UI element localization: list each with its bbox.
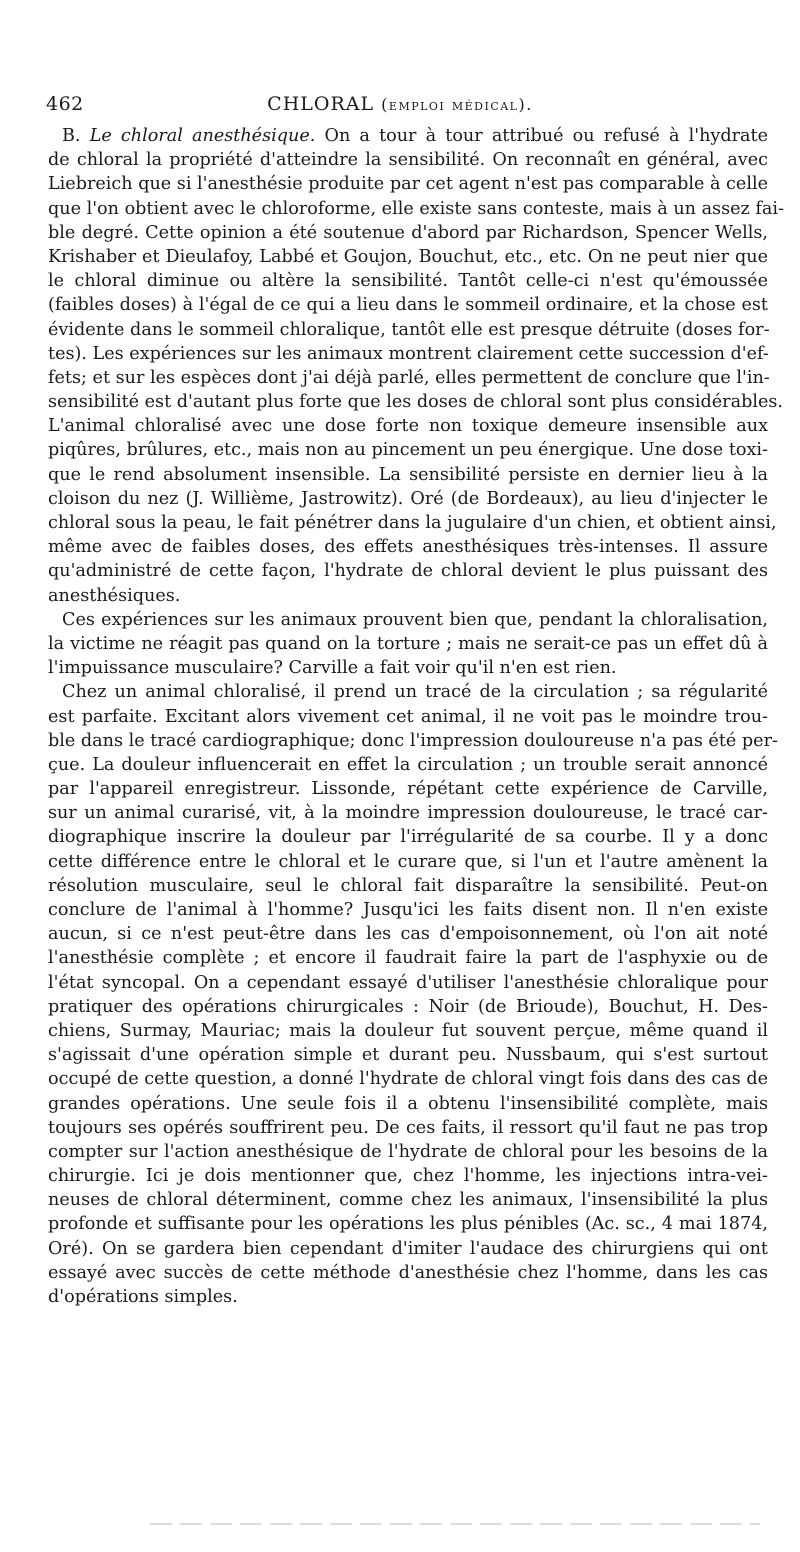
- text-line: l'état syncopal. On a cependant essayé d'utiliser l'anesthésie chloralique pour: [48, 972, 768, 993]
- text-line: Liebreich que si l'anesthésie produite par cet agent n'est pas comparable à celle: [48, 174, 768, 195]
- text-line: profonde et suffisante pour les opérations les plus pénibles (Ac. sc., 4 mai 1874,: [48, 1214, 768, 1235]
- text-line: que le rend absolument insensible. La sensibilité persiste en dernier lieu à la: [48, 464, 768, 485]
- text-line: de chloral la propriété d'atteindre la sensibilité. On reconnaît en général, avec: [48, 150, 768, 171]
- text-line: Chez un animal chloralisé, il prend un tracé de la circulation ; sa régularité: [62, 682, 768, 703]
- text-line: même avec de faibles doses, des effets anesthésiques très-intenses. Il assure: [48, 537, 768, 558]
- text-line: évidente dans le sommeil chloralique, tantôt elle est presque détruite (doses for-: [48, 319, 770, 340]
- text-line: occupé de cette question, a donné l'hydrate de chloral vingt fois dans des cas de: [48, 1069, 768, 1090]
- running-subtitle: (emploi médical).: [381, 95, 533, 114]
- text-line: Ces expériences sur les animaux prouvent bien que, pendant la chloralisation,: [62, 609, 768, 630]
- text-line: [48, 124, 768, 148]
- text-line: est parfaite. Excitant alors vivement cet animal, il ne voit pas le moindre trou-: [48, 706, 768, 727]
- text-line: par l'appareil enregistreur. Lissonde, répétant cette expérience de Carville,: [48, 779, 768, 800]
- text-line: l'impuissance musculaire? Carville a fait voir qu'il n'en est rien.: [48, 658, 617, 679]
- text-line: compter sur l'action anesthésique de l'hydrate de chloral pour les besoins de la: [48, 1141, 768, 1162]
- text-line: tes). Les expériences sur les animaux montrent clairement cette succession d'ef-: [48, 343, 769, 364]
- text-line: pratiquer des opérations chirurgicales : Noir (de Brioude), Bouchut, H. Des-: [48, 996, 768, 1017]
- section-title: Le chloral anesthésique.: [89, 126, 316, 146]
- text-line: sensibilité est d'autant plus forte que les doses de chloral sont plus considérables.: [48, 392, 784, 413]
- text-line: piqûres, brûlures, etc., mais non au pincement un peu énergique. Une dose toxi-: [48, 440, 768, 461]
- text-line: Oré). On se gardera bien cependant d'imiter l'audace des chirurgiens qui ont: [48, 1238, 768, 1259]
- text-line: conclure de l'animal à l'homme? Jusqu'ici les faits disent non. Il n'en existe: [48, 900, 768, 920]
- text-line: anesthésiques.: [48, 585, 181, 606]
- text-line: Krishaber et Dieulafoy, Labbé et Goujon, Bouchut, etc., etc. On ne peut nier que: [48, 246, 768, 267]
- text-line: que l'on obtient avec le chloroforme, elle existe sans conteste, mais à un assez fai-: [48, 198, 784, 219]
- section-label: B.: [62, 126, 81, 146]
- text-line: s'agissait d'une opération simple et durant peu. Nussbaum, qui s'est surtout: [48, 1045, 768, 1066]
- text-line: chirurgie. Ici je dois mentionner que, chez l'homme, les injections intra-vei-: [48, 1166, 768, 1187]
- text-line: ble degré. Cette opinion a été soutenue d'abord par Richardson, Spencer Wells,: [48, 222, 768, 243]
- text-line: chiens, Surmay, Mauriac; mais la douleur fut souvent perçue, même quand il: [48, 1020, 768, 1041]
- text-line: fets; et sur les espèces dont j'ai déjà parlé, elles permettent de conclure que l'in-: [48, 367, 770, 388]
- text-line: aucun, si ce n'est peut-être dans les cas d'empoisonnement, où l'on ait noté: [48, 924, 768, 945]
- text-line: sur un animal curarisé, vit, à la moindre impression douloureuse, le tracé car-: [48, 803, 768, 824]
- running-head: [46, 93, 754, 115]
- text-line: diographique inscrire la douleur par l'irrégularité de sa courbe. Il y a donc: [48, 827, 768, 848]
- text-line: le chloral diminue ou altère la sensibilité. Tantôt celle-ci n'est qu'émoussée: [48, 271, 768, 292]
- text-line: grandes opérations. Une seule fois il a obtenu l'insensibilité complète, mais: [48, 1093, 768, 1114]
- text-line: çue. La douleur influencerait en effet la circulation ; un trouble serait annoncé: [48, 754, 768, 775]
- text-line: d'opérations simples.: [48, 1287, 238, 1307]
- text-line: essayé avec succès de cette méthode d'anesthésie chez l'homme, dans les cas: [48, 1262, 768, 1283]
- text-line: chloral sous la peau, le fait pénétrer dans la jugulaire d'un chien, et obtient ainsi,: [48, 513, 777, 533]
- text-line: qu'administré de cette façon, l'hydrate de chloral devient le plus puissant des: [48, 561, 768, 582]
- text-line: cette différence entre le chloral et le curare que, si l'un et l'autre amènent la: [48, 851, 768, 872]
- text-line: (faibles doses) à l'égal de ce qui a lieu dans le sommeil ordinaire, et la chose est: [48, 295, 768, 316]
- page-header: [46, 93, 754, 121]
- text-line: L'animal chloralisé avec une dose forte non toxique demeure insensible aux: [48, 416, 768, 437]
- text-line: cloison du nez (J. Willième, Jastrowitz). Oré (de Bordeaux), au lieu d'injecter le: [48, 488, 768, 509]
- text-line: la victime ne réagit pas quand on la torture ; mais ne serait-ce pas un effet dû à: [48, 633, 768, 654]
- footer-rule: [150, 1523, 760, 1525]
- page-number: 462: [46, 93, 84, 115]
- text-line: résolution musculaire, seul le chloral fait disparaître la sensibilité. Peut-on: [48, 875, 768, 896]
- text-line: ble dans le tracé cardiographique; donc l'impression douloureuse n'a pas été per-: [48, 730, 778, 751]
- running-title: CHLORAL: [267, 93, 375, 115]
- text-line: toujours ses opérés souffrirent peu. De ces faits, il ressort qu'il faut ne pas trop: [48, 1117, 768, 1138]
- body-text: [48, 124, 784, 1309]
- line-text: On a tour à tour attribué ou refusé à l'hydrate: [324, 126, 768, 146]
- text-line: l'anesthésie complète ; et encore il faudrait faire la part de l'asphyxie ou de: [48, 948, 768, 969]
- text-line: neuses de chloral déterminent, comme chez les animaux, l'insensibilité la plus: [48, 1190, 768, 1211]
